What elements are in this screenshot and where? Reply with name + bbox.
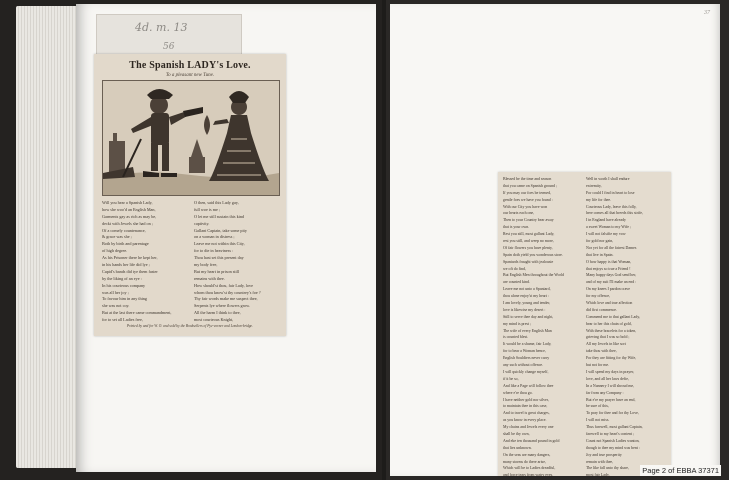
ballad-line: as you know in every place. — [503, 418, 547, 423]
ballad-line: On my knees I pardon crave — [586, 287, 630, 292]
ballad-line: Thou hast set this present day — [194, 255, 244, 261]
ballad-line: Will you hear a Spanish Lady, — [102, 200, 153, 205]
ballad-line: Of a comely countenance, — [102, 227, 146, 233]
ballad-line: Leave me not within this City, — [194, 241, 245, 247]
ballad-line: my body free, — [194, 262, 218, 268]
ballad-line: where e're thou go. — [503, 390, 533, 395]
ballad-subtitle: To a pleasant new Tune. — [165, 73, 215, 78]
ballad-line: As his Prisoner there he kept her, — [102, 255, 158, 261]
ballad-line: bear to her this chain of gold, — [586, 321, 632, 326]
ballad-line: Of fair flowers you have plenty, — [503, 245, 553, 250]
ballad-line: Still to serve thee day and night, — [503, 314, 554, 319]
ballad-line: shall be thy own, — [503, 431, 530, 436]
ballad-line: To favour him in any thing — [102, 296, 147, 302]
right-image-pane — [386, 0, 729, 480]
woodcut-figures-icon — [103, 81, 279, 195]
ballad-line: grieving that I was so bold ; — [586, 335, 630, 340]
ballad-line: gentle foes we have you found : — [503, 197, 553, 202]
ballad-line: Both by birth and parentage — [102, 241, 149, 247]
ballad-line: Nor yet for all the fairest Dames — [586, 245, 637, 250]
ballad-line: that lies unknown. — [503, 445, 532, 450]
ballad-line: The wife of every English Man — [503, 328, 552, 333]
ballad-line: a sweet Woman to my Wife ; — [586, 225, 631, 230]
ballad-line: With our City you have won — [503, 204, 548, 209]
ballad-line: she was not coy. — [102, 303, 130, 309]
ballad-line: did first commence. — [586, 307, 618, 312]
ballad-line: Blessed be the time and season — [503, 177, 552, 181]
ballad-line: on a woman in distress ; — [194, 234, 235, 240]
ballad-line: for my offence, — [586, 294, 611, 299]
ballad-line: And to travel is great charges, — [503, 411, 550, 416]
ballad-line: Thus farewell, most gallant Captain, — [586, 425, 643, 430]
ballad-line: It would be a shame, fair Lady, — [503, 342, 552, 347]
ballad-line: farewell to my heart's content ; — [586, 431, 635, 436]
ballad-line: To pray for thee and for thy Love, — [586, 411, 639, 416]
ballad-line: for to bear a Woman hence, — [503, 349, 546, 354]
ballad-line: that you came on Spanish ground ; — [503, 183, 558, 188]
ballad-column-3 — [503, 176, 583, 479]
ballad-line: But at the last there came commandment, — [102, 310, 172, 316]
ballad-line: Which love and true affection — [586, 301, 633, 306]
ballad-line: be sure of this, — [586, 404, 609, 409]
ballad-line: rest you still, and weep no more, — [503, 239, 554, 244]
ballad-line: that enjoys so true a Friend ! — [586, 266, 631, 271]
page-number: 37 — [704, 10, 710, 16]
ballad-line: how she woo'd an English Man, — [102, 206, 156, 212]
ballad-line: Courteous Lady, leave this folly, — [586, 204, 637, 209]
ballad-line: If you may our foes be termed, — [503, 190, 552, 195]
ballad-line: full woe is me ; — [194, 206, 221, 212]
ballad-line: remains with thee. — [194, 275, 225, 281]
ballad-line: O let me still sustain this kind — [194, 213, 245, 219]
ballad-line: extremity, — [586, 183, 602, 188]
ballad-line: English Souldiers never carry — [503, 356, 550, 361]
ballad-line: we oft do find, — [503, 266, 526, 271]
ballad-line: most fair Lady. — [586, 473, 610, 478]
ballad-line: But English Men throughout the World — [503, 273, 564, 278]
ballad-line: But e're my prayer have an end, — [586, 397, 636, 402]
ballad-line: by the liking of an eye : — [102, 275, 142, 281]
ballad-line: Which will be to Ladies dreadful, — [503, 466, 556, 471]
ballad-column-1 — [102, 200, 190, 324]
ballad-line: captivity. — [194, 220, 210, 226]
ballad-line: deckt with Jewels she had on ; — [102, 220, 153, 226]
ballad-line: Cupid's bands did tye them faster — [102, 268, 158, 274]
ballad-line: and of my suit I'll make an end : — [586, 280, 637, 285]
ballad-line: For could I find in heart to lose — [586, 190, 635, 195]
ballad-line: most courteous Knight, — [194, 317, 234, 323]
ballad-line: are counted kind. — [503, 280, 530, 285]
ballad-line: Commend me to that gallant Lady, — [586, 314, 640, 319]
ballad-line: to maintain thee in this case, — [503, 404, 548, 409]
page-caption: Page 2 of EBBA 37371 — [642, 466, 719, 475]
ballad-line: Garments gay as rich as may be, — [102, 213, 157, 219]
ballad-line: And eke ten thousand pound in gold — [503, 438, 560, 443]
ballad-line: of high degree. — [102, 248, 128, 254]
ballad-line: I will spend my days in prayer, — [586, 369, 635, 374]
ballad-line: All the harm I think to thee, — [194, 310, 241, 316]
ballad-line: O how happy is that Woman, — [586, 259, 632, 264]
ballad-line: I will not miss. — [586, 418, 610, 423]
ballad-line: our hearts each one, — [503, 211, 535, 216]
ballad-line: was all her joy ; — [102, 289, 129, 295]
ballad-title: The Spanish LADY's Love. — [129, 60, 251, 71]
ballad-line: take thou with thee, — [586, 349, 617, 354]
ballad-line: and force tears from watry eyes. — [503, 473, 554, 478]
broadside-sheet — [94, 54, 286, 336]
ballad-line: I will quickly change myself, — [503, 369, 549, 374]
ballad-line: love is likewise my desert : — [503, 307, 546, 312]
ballad-line: For they are fitting for thy Wife, — [586, 356, 637, 361]
ballad-line: Joy and true prosperity — [586, 452, 622, 457]
ballad-line: thou alone enjoy'st my heart : — [503, 294, 549, 299]
ballad-line: All my Jewels in like sort — [586, 342, 626, 347]
ballad-line: far from any Company : — [586, 390, 624, 395]
ballad-line: my mind is prest ; — [503, 321, 532, 326]
ballad-line: & grace was she ; — [102, 234, 132, 240]
ballad-line: Count not Spanish Ladies wanton, — [586, 438, 640, 443]
ballad-line: Serpents lye where flowers grow. — [194, 303, 250, 309]
ballad-line: many storms do there arise, — [503, 459, 546, 464]
ballad-line: for gold nor gain, — [586, 239, 614, 244]
ballad-line: I have neither gold nor silver, — [503, 397, 549, 402]
ballad-line: Gallant Captain, take some pity — [194, 227, 247, 233]
ballad-line: is counted blest. — [503, 335, 529, 340]
ballad-line: whom thou know'st thy countrey's foe ? — [194, 289, 261, 295]
ballad-line: Spain doth yield you wonderous store. — [503, 252, 563, 257]
ballad-line: O then, said this Lady gay, — [194, 200, 239, 205]
ballad-line: I will not falsifie my vow — [586, 232, 626, 237]
ballad-line: my life for thee. — [586, 197, 612, 202]
ballad-column-4 — [586, 176, 668, 479]
ballad-line: And like a Page will follow thee — [503, 383, 554, 388]
ballad-line: though to thee my mind was bent : — [586, 445, 640, 450]
ballad-line: On the seas are many dangers, — [503, 452, 551, 457]
ballad-line: The like fall unto thy share, — [586, 466, 630, 471]
broadside-second-sheet — [498, 172, 671, 476]
woodcut-illustration — [102, 80, 280, 196]
ballad-line: I am lovely, young and tender, — [503, 301, 551, 306]
ballad-line: here comes all that breeds this strife, — [586, 211, 643, 216]
ballad-line: in his hands her life did lye ; — [102, 262, 150, 268]
ballad-line: I in England have already — [586, 218, 626, 223]
ballad-line: But my heart in prison still — [194, 268, 240, 274]
ballad-line: With these bracelets for a token, — [586, 328, 637, 333]
shelfmark-line2: 56 — [163, 42, 175, 52]
ballad-line: In a Nunnery I will shroud me, — [586, 383, 635, 388]
imprint-line: Printed by and for W. O. and sold by the Booksellers of Pye-corner and London-bridge. — [126, 324, 254, 328]
ballad-line: Thy fair words make me suspect thee, — [194, 296, 258, 302]
ballad-line: love, and all her laws defie, — [586, 376, 629, 381]
ballad-line: remain with thee, — [586, 459, 614, 464]
ballad-line: In his courteous company — [102, 282, 146, 288]
ballad-line: for to set all Ladies free, — [102, 317, 143, 323]
ballad-line: Many happy days God send her, — [586, 273, 637, 278]
ballad-line: How should'st thou, fair Lady, love — [194, 282, 253, 288]
ballad-line: My chains and Jewels every one — [503, 425, 554, 430]
ballad-line: Spaniards fraught with jealousie — [503, 259, 554, 264]
ballad-line: Then to your Country bear away — [503, 218, 554, 223]
ballad-line: if it be so, — [503, 376, 519, 381]
ballad-line: that live in Spain. — [586, 252, 614, 257]
ballad-column-2 — [194, 200, 280, 324]
ballad-line: Rest you still, most gallant Lady, — [503, 232, 555, 237]
ballad-line: but not for me. — [586, 363, 610, 368]
ballad-line: Well in worth I shall endure — [586, 177, 630, 181]
ballad-line: that is your own. — [503, 225, 530, 230]
shelfmark-line1: 4d. m. 13 — [135, 21, 188, 34]
ballad-line: any such without offence. — [503, 363, 544, 368]
ballad-line: for to die in heaviness : — [194, 248, 234, 254]
ballad-line: Leave me not unto a Spaniard, — [503, 287, 551, 292]
